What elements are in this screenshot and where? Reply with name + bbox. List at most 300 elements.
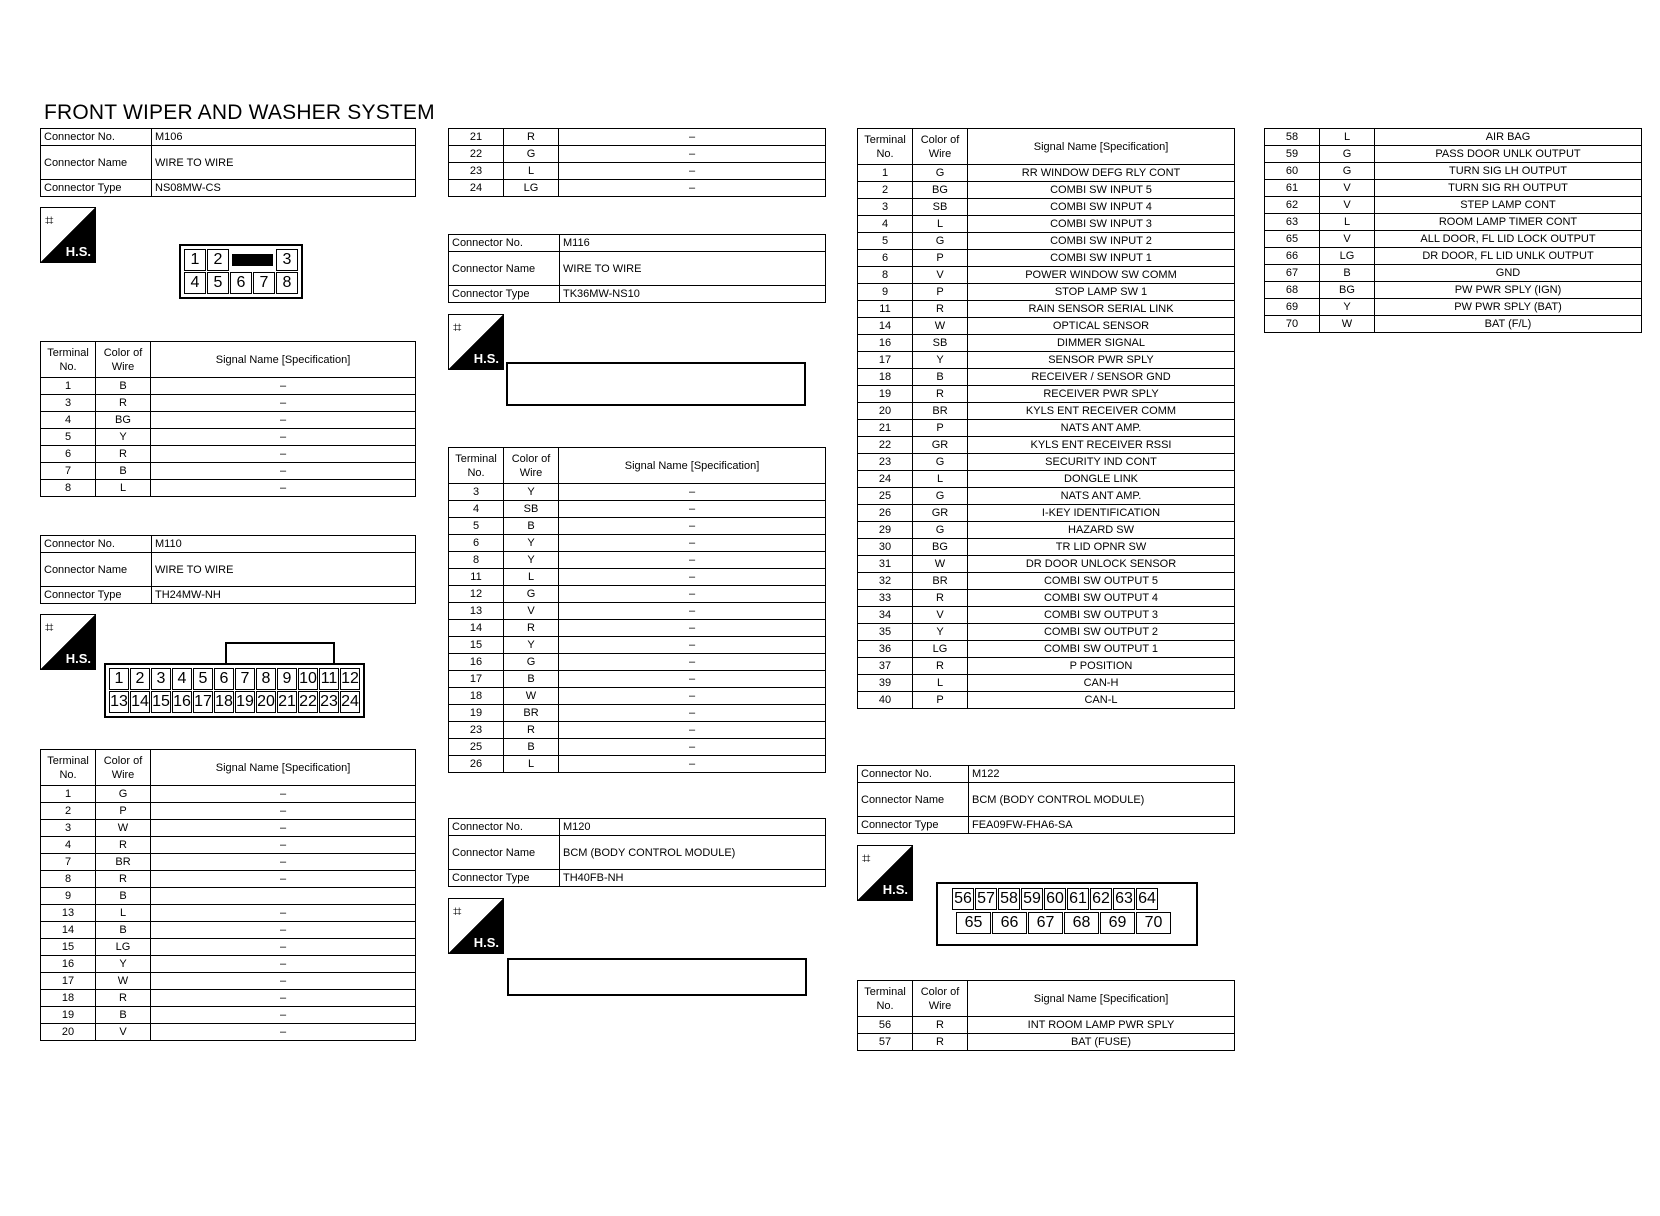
signal-name: – bbox=[559, 146, 826, 163]
table-row bbox=[41, 939, 416, 956]
terminal-no: 21 bbox=[858, 420, 913, 437]
wire-color: B bbox=[96, 888, 151, 905]
wire-color: B bbox=[504, 671, 559, 688]
signal-name-header: Signal Name [Specification] bbox=[968, 129, 1235, 165]
connector-pin: 70 bbox=[1136, 912, 1171, 934]
signal-name: – bbox=[559, 535, 826, 552]
table-row bbox=[858, 505, 1235, 522]
wire-color: R bbox=[913, 590, 968, 607]
table-row bbox=[449, 620, 826, 637]
signal-name bbox=[151, 888, 416, 905]
table-row bbox=[1265, 282, 1642, 299]
terminal-no: 5 bbox=[449, 518, 504, 535]
terminal-table-m110-continued bbox=[448, 128, 826, 197]
terminal-no: 70 bbox=[1265, 316, 1320, 333]
table-row bbox=[449, 705, 826, 722]
connector-pin: 63 bbox=[1113, 888, 1135, 910]
terminal-no: 24 bbox=[449, 180, 504, 197]
connector-pin: 64 bbox=[1136, 888, 1158, 910]
wire-color: B bbox=[96, 922, 151, 939]
wire-color: L bbox=[913, 675, 968, 692]
table-row bbox=[41, 395, 416, 412]
table-row bbox=[449, 756, 826, 773]
wire-color-header: Color of Wire bbox=[913, 981, 968, 1017]
terminal-no: 2 bbox=[41, 803, 96, 820]
signal-name: SENSOR PWR SPLY bbox=[968, 352, 1235, 369]
signal-name: COMBI SW INPUT 3 bbox=[968, 216, 1235, 233]
wire-color: P bbox=[913, 420, 968, 437]
signal-name: – bbox=[559, 569, 826, 586]
connector-pin: 2 bbox=[130, 668, 150, 690]
table-row bbox=[449, 586, 826, 603]
connector-pin: 14 bbox=[130, 691, 150, 713]
terminal-no: 58 bbox=[1265, 129, 1320, 146]
wire-color: SB bbox=[913, 335, 968, 352]
terminal-no: 36 bbox=[858, 641, 913, 658]
signal-name: – bbox=[559, 603, 826, 620]
connector-name-value: WIRE TO WIRE bbox=[152, 146, 416, 180]
terminal-no: 67 bbox=[1265, 265, 1320, 282]
signal-name: P POSITION bbox=[968, 658, 1235, 675]
connector-no-value: M120 bbox=[560, 819, 826, 836]
table-row bbox=[1265, 129, 1642, 146]
wire-color: V bbox=[913, 607, 968, 624]
signal-name: CAN-H bbox=[968, 675, 1235, 692]
terminal-no: 66 bbox=[1265, 248, 1320, 265]
wire-color: B bbox=[504, 739, 559, 756]
table-row bbox=[41, 412, 416, 429]
wire-color: Y bbox=[504, 637, 559, 654]
signal-name: – bbox=[559, 484, 826, 501]
connector-pin: 57 bbox=[975, 888, 997, 910]
connector-type-value: NS08MW-CS bbox=[152, 180, 416, 197]
signal-name: – bbox=[151, 1024, 416, 1041]
terminal-no-header: Terminal No. bbox=[449, 448, 504, 484]
signal-name: DONGLE LINK bbox=[968, 471, 1235, 488]
harness-side-icon: ⌗ H.S. bbox=[448, 898, 504, 954]
connector-face-m106 bbox=[179, 244, 303, 299]
signal-name: – bbox=[151, 854, 416, 871]
terminal-no: 18 bbox=[858, 369, 913, 386]
table-row bbox=[449, 637, 826, 654]
wire-color: G bbox=[96, 786, 151, 803]
signal-name-header: Signal Name [Specification] bbox=[968, 981, 1235, 1017]
signal-name: – bbox=[151, 871, 416, 888]
connector-type-value: FEA09FW-FHA6-SA bbox=[969, 817, 1235, 834]
connector-pin: 16 bbox=[172, 691, 192, 713]
wire-color: V bbox=[1320, 231, 1375, 248]
connector-pin: 8 bbox=[256, 668, 276, 690]
table-row bbox=[41, 871, 416, 888]
terminal-table-m120 bbox=[857, 128, 1235, 709]
table-row bbox=[41, 1007, 416, 1024]
terminal-no: 32 bbox=[858, 573, 913, 590]
table-row bbox=[449, 146, 826, 163]
terminal-no: 65 bbox=[1265, 231, 1320, 248]
connector-pin: 1 bbox=[184, 249, 206, 271]
terminal-no: 16 bbox=[41, 956, 96, 973]
wire-color: W bbox=[913, 556, 968, 573]
terminal-no: 16 bbox=[449, 654, 504, 671]
terminal-no: 26 bbox=[449, 756, 504, 773]
signal-name-header: Signal Name [Specification] bbox=[559, 448, 826, 484]
signal-name: COMBI SW INPUT 2 bbox=[968, 233, 1235, 250]
terminal-no: 3 bbox=[858, 199, 913, 216]
connector-pin: 5 bbox=[207, 272, 229, 294]
signal-name: RAIN SENSOR SERIAL LINK bbox=[968, 301, 1235, 318]
table-row bbox=[41, 854, 416, 871]
signal-name: AIR BAG bbox=[1375, 129, 1642, 146]
terminal-no: 63 bbox=[1265, 214, 1320, 231]
wire-color: BG bbox=[913, 539, 968, 556]
terminal-no: 61 bbox=[1265, 180, 1320, 197]
terminal-no: 30 bbox=[858, 539, 913, 556]
table-row bbox=[858, 335, 1235, 352]
terminal-no: 56 bbox=[858, 1017, 913, 1034]
terminal-no: 6 bbox=[449, 535, 504, 552]
terminal-no: 6 bbox=[858, 250, 913, 267]
connector-pin: 61 bbox=[1067, 888, 1089, 910]
signal-name: – bbox=[151, 412, 416, 429]
wire-color: G bbox=[504, 654, 559, 671]
signal-name: RECEIVER / SENSOR GND bbox=[968, 369, 1235, 386]
wire-color: W bbox=[504, 688, 559, 705]
signal-name: – bbox=[559, 705, 826, 722]
connector-pin: 5 bbox=[193, 668, 213, 690]
connector-pin: 1 bbox=[109, 668, 129, 690]
wire-color: SB bbox=[913, 199, 968, 216]
table-row bbox=[858, 1034, 1235, 1051]
terminal-no: 9 bbox=[41, 888, 96, 905]
wire-color: BG bbox=[913, 182, 968, 199]
terminal-no: 57 bbox=[858, 1034, 913, 1051]
wire-color: R bbox=[504, 620, 559, 637]
table-row bbox=[858, 607, 1235, 624]
wire-color: L bbox=[96, 480, 151, 497]
wire-color: R bbox=[913, 658, 968, 675]
terminal-no: 24 bbox=[858, 471, 913, 488]
connector-pin: 4 bbox=[184, 272, 206, 294]
table-row bbox=[449, 163, 826, 180]
table-row bbox=[41, 786, 416, 803]
signal-name: ALL DOOR, FL LID LOCK OUTPUT bbox=[1375, 231, 1642, 248]
signal-name: I-KEY IDENTIFICATION bbox=[968, 505, 1235, 522]
table-row bbox=[41, 837, 416, 854]
signal-name: – bbox=[151, 956, 416, 973]
signal-name: DIMMER SIGNAL bbox=[968, 335, 1235, 352]
wire-color: L bbox=[913, 216, 968, 233]
signal-name: KYLS ENT RECEIVER COMM bbox=[968, 403, 1235, 420]
terminal-no: 13 bbox=[449, 603, 504, 620]
signal-name: NATS ANT AMP. bbox=[968, 488, 1235, 505]
signal-name: – bbox=[559, 722, 826, 739]
terminal-no: 31 bbox=[858, 556, 913, 573]
signal-name: RECEIVER PWR SPLY bbox=[968, 386, 1235, 403]
terminal-no: 35 bbox=[858, 624, 913, 641]
table-row bbox=[858, 488, 1235, 505]
signal-name: – bbox=[151, 395, 416, 412]
connector-face-m120 bbox=[507, 958, 807, 996]
terminal-no: 17 bbox=[449, 671, 504, 688]
connector-type-value: TH40FB-NH bbox=[560, 870, 826, 887]
wire-color: Y bbox=[504, 484, 559, 501]
connector-no-value: M106 bbox=[152, 129, 416, 146]
terminal-no: 13 bbox=[41, 905, 96, 922]
wire-color: Y bbox=[504, 535, 559, 552]
connector-type-label: Connector Type bbox=[449, 286, 560, 303]
table-row bbox=[1265, 214, 1642, 231]
signal-name: GND bbox=[1375, 265, 1642, 282]
signal-name: POWER WINDOW SW COMM bbox=[968, 267, 1235, 284]
table-row bbox=[858, 454, 1235, 471]
terminal-no: 19 bbox=[858, 386, 913, 403]
table-row bbox=[1265, 265, 1642, 282]
terminal-no: 14 bbox=[858, 318, 913, 335]
wire-color: R bbox=[96, 990, 151, 1007]
connector-type-label: Connector Type bbox=[449, 870, 560, 887]
connector-no-label: Connector No. bbox=[41, 536, 152, 553]
wire-color: W bbox=[913, 318, 968, 335]
terminal-no: 15 bbox=[41, 939, 96, 956]
wire-color: LG bbox=[1320, 248, 1375, 265]
signal-name: KYLS ENT RECEIVER RSSI bbox=[968, 437, 1235, 454]
signal-name: COMBI SW OUTPUT 1 bbox=[968, 641, 1235, 658]
wire-color: R bbox=[913, 301, 968, 318]
table-header bbox=[449, 448, 826, 484]
connector-pin: 69 bbox=[1100, 912, 1135, 934]
table-row bbox=[41, 480, 416, 497]
table-row bbox=[858, 267, 1235, 284]
signal-name: COMBI SW OUTPUT 5 bbox=[968, 573, 1235, 590]
terminal-no: 3 bbox=[41, 820, 96, 837]
wire-color: R bbox=[96, 871, 151, 888]
signal-name: – bbox=[151, 973, 416, 990]
connector-name-value: WIRE TO WIRE bbox=[560, 252, 826, 286]
wire-color: W bbox=[96, 820, 151, 837]
table-header bbox=[41, 342, 416, 378]
terminal-no: 8 bbox=[449, 552, 504, 569]
table-row bbox=[449, 739, 826, 756]
terminal-no: 8 bbox=[858, 267, 913, 284]
connector-name-label: Connector Name bbox=[41, 146, 152, 180]
signal-name: – bbox=[151, 990, 416, 1007]
wire-color: B bbox=[913, 369, 968, 386]
signal-name: NATS ANT AMP. bbox=[968, 420, 1235, 437]
terminal-no: 22 bbox=[858, 437, 913, 454]
table-header bbox=[858, 129, 1235, 165]
table-row bbox=[858, 471, 1235, 488]
terminal-no: 19 bbox=[449, 705, 504, 722]
terminal-no: 25 bbox=[858, 488, 913, 505]
terminal-no: 37 bbox=[858, 658, 913, 675]
table-row bbox=[1265, 248, 1642, 265]
table-row bbox=[449, 552, 826, 569]
signal-name: TURN SIG LH OUTPUT bbox=[1375, 163, 1642, 180]
harness-side-icon: ⌗ H.S. bbox=[40, 614, 96, 670]
table-row bbox=[41, 1024, 416, 1041]
connector-pin: 10 bbox=[298, 668, 318, 690]
connector-no-value: M116 bbox=[560, 235, 826, 252]
signal-name: ROOM LAMP TIMER CONT bbox=[1375, 214, 1642, 231]
terminal-no: 60 bbox=[1265, 163, 1320, 180]
terminal-no: 4 bbox=[41, 412, 96, 429]
terminal-no: 18 bbox=[449, 688, 504, 705]
terminal-no: 1 bbox=[41, 378, 96, 395]
table-header bbox=[858, 981, 1235, 1017]
terminal-no: 3 bbox=[449, 484, 504, 501]
connector-pin: 21 bbox=[277, 691, 297, 713]
signal-name: – bbox=[151, 446, 416, 463]
signal-name: – bbox=[151, 429, 416, 446]
wire-color: LG bbox=[96, 939, 151, 956]
connector-name-label: Connector Name bbox=[449, 252, 560, 286]
connector-no-value: M122 bbox=[969, 766, 1235, 783]
table-row bbox=[858, 233, 1235, 250]
terminal-no: 59 bbox=[1265, 146, 1320, 163]
connector-pin: 6 bbox=[214, 668, 234, 690]
signal-name: PW PWR SPLY (BAT) bbox=[1375, 299, 1642, 316]
terminal-no: 4 bbox=[858, 216, 913, 233]
table-row bbox=[41, 429, 416, 446]
wire-color: B bbox=[1320, 265, 1375, 282]
terminal-no-header: Terminal No. bbox=[858, 129, 913, 165]
table-row bbox=[858, 284, 1235, 301]
table-row bbox=[1265, 197, 1642, 214]
wire-color: BG bbox=[96, 412, 151, 429]
signal-name: COMBI SW OUTPUT 3 bbox=[968, 607, 1235, 624]
table-row bbox=[858, 199, 1235, 216]
wire-color: L bbox=[504, 756, 559, 773]
wire-color: R bbox=[913, 1034, 968, 1051]
wire-color: G bbox=[913, 233, 968, 250]
wire-color: L bbox=[96, 905, 151, 922]
table-row bbox=[449, 688, 826, 705]
connector-type-value: TH24MW-NH bbox=[152, 587, 416, 604]
wire-color: LG bbox=[504, 180, 559, 197]
signal-name: – bbox=[151, 463, 416, 480]
wire-color: W bbox=[96, 973, 151, 990]
signal-name: – bbox=[151, 786, 416, 803]
wire-color: L bbox=[1320, 214, 1375, 231]
harness-side-icon: ⌗ H.S. bbox=[40, 207, 96, 263]
wire-color: LG bbox=[913, 641, 968, 658]
table-row bbox=[449, 180, 826, 197]
signal-name: – bbox=[559, 756, 826, 773]
connector-pin: 7 bbox=[253, 272, 275, 294]
table-row bbox=[449, 535, 826, 552]
signal-name: BAT (F/L) bbox=[1375, 316, 1642, 333]
table-row bbox=[41, 378, 416, 395]
terminal-no-header: Terminal No. bbox=[41, 342, 96, 378]
table-row bbox=[449, 654, 826, 671]
table-row bbox=[449, 129, 826, 146]
signal-name: INT ROOM LAMP PWR SPLY bbox=[968, 1017, 1235, 1034]
table-row bbox=[858, 403, 1235, 420]
terminal-no: 23 bbox=[858, 454, 913, 471]
table-row bbox=[858, 692, 1235, 709]
table-row bbox=[858, 590, 1235, 607]
table-row bbox=[41, 973, 416, 990]
table-row bbox=[858, 216, 1235, 233]
terminal-no-header: Terminal No. bbox=[41, 750, 96, 786]
connector-name-label: Connector Name bbox=[858, 783, 969, 817]
table-row bbox=[858, 658, 1235, 675]
table-row bbox=[449, 722, 826, 739]
signal-name: STOP LAMP SW 1 bbox=[968, 284, 1235, 301]
table-row bbox=[1265, 163, 1642, 180]
signal-name: – bbox=[151, 905, 416, 922]
table-row bbox=[858, 624, 1235, 641]
signal-name: – bbox=[151, 378, 416, 395]
terminal-table-m116 bbox=[448, 447, 826, 773]
table-row bbox=[858, 369, 1235, 386]
table-row bbox=[858, 1017, 1235, 1034]
connector-pin: 2 bbox=[207, 249, 229, 271]
terminal-no: 62 bbox=[1265, 197, 1320, 214]
connector-pin: 20 bbox=[256, 691, 276, 713]
wire-color: B bbox=[96, 378, 151, 395]
connector-pin: 19 bbox=[235, 691, 255, 713]
connector-pin: 23 bbox=[319, 691, 339, 713]
table-row bbox=[449, 569, 826, 586]
wire-color: G bbox=[1320, 163, 1375, 180]
connector-name-value: BCM (BODY CONTROL MODULE) bbox=[560, 836, 826, 870]
connector-pin: 24 bbox=[340, 691, 360, 713]
terminal-no: 20 bbox=[41, 1024, 96, 1041]
wire-color: SB bbox=[504, 501, 559, 518]
signal-name: CAN-L bbox=[968, 692, 1235, 709]
terminal-no: 19 bbox=[41, 1007, 96, 1024]
connector-info-m122 bbox=[857, 765, 1235, 834]
wire-color: R bbox=[504, 722, 559, 739]
signal-name: – bbox=[151, 480, 416, 497]
wire-color-header: Color of Wire bbox=[504, 448, 559, 484]
table-row bbox=[1265, 146, 1642, 163]
table-row bbox=[858, 437, 1235, 454]
signal-name: STEP LAMP CONT bbox=[1375, 197, 1642, 214]
table-row bbox=[41, 888, 416, 905]
terminal-no: 25 bbox=[449, 739, 504, 756]
wire-color: V bbox=[1320, 197, 1375, 214]
wire-color: G bbox=[913, 454, 968, 471]
wire-color: R bbox=[504, 129, 559, 146]
table-row bbox=[858, 539, 1235, 556]
signal-name: – bbox=[559, 688, 826, 705]
signal-name: COMBI SW OUTPUT 4 bbox=[968, 590, 1235, 607]
connector-pin: 4 bbox=[172, 668, 192, 690]
connector-pin: 58 bbox=[998, 888, 1020, 910]
table-row bbox=[858, 352, 1235, 369]
table-row bbox=[41, 803, 416, 820]
table-row bbox=[41, 820, 416, 837]
connector-no-value: M110 bbox=[152, 536, 416, 553]
signal-name: – bbox=[559, 739, 826, 756]
terminal-no: 33 bbox=[858, 590, 913, 607]
connector-pin: 11 bbox=[319, 668, 339, 690]
wire-color: Y bbox=[1320, 299, 1375, 316]
connector-name-label: Connector Name bbox=[449, 836, 560, 870]
wire-color: W bbox=[1320, 316, 1375, 333]
connector-pin: 15 bbox=[151, 691, 171, 713]
terminal-no: 26 bbox=[858, 505, 913, 522]
signal-name: – bbox=[151, 922, 416, 939]
terminal-no-header: Terminal No. bbox=[858, 981, 913, 1017]
table-row bbox=[1265, 316, 1642, 333]
wire-color: G bbox=[504, 146, 559, 163]
connector-pins-top bbox=[952, 888, 1158, 910]
wire-color-header: Color of Wire bbox=[96, 342, 151, 378]
wire-color: Y bbox=[913, 352, 968, 369]
